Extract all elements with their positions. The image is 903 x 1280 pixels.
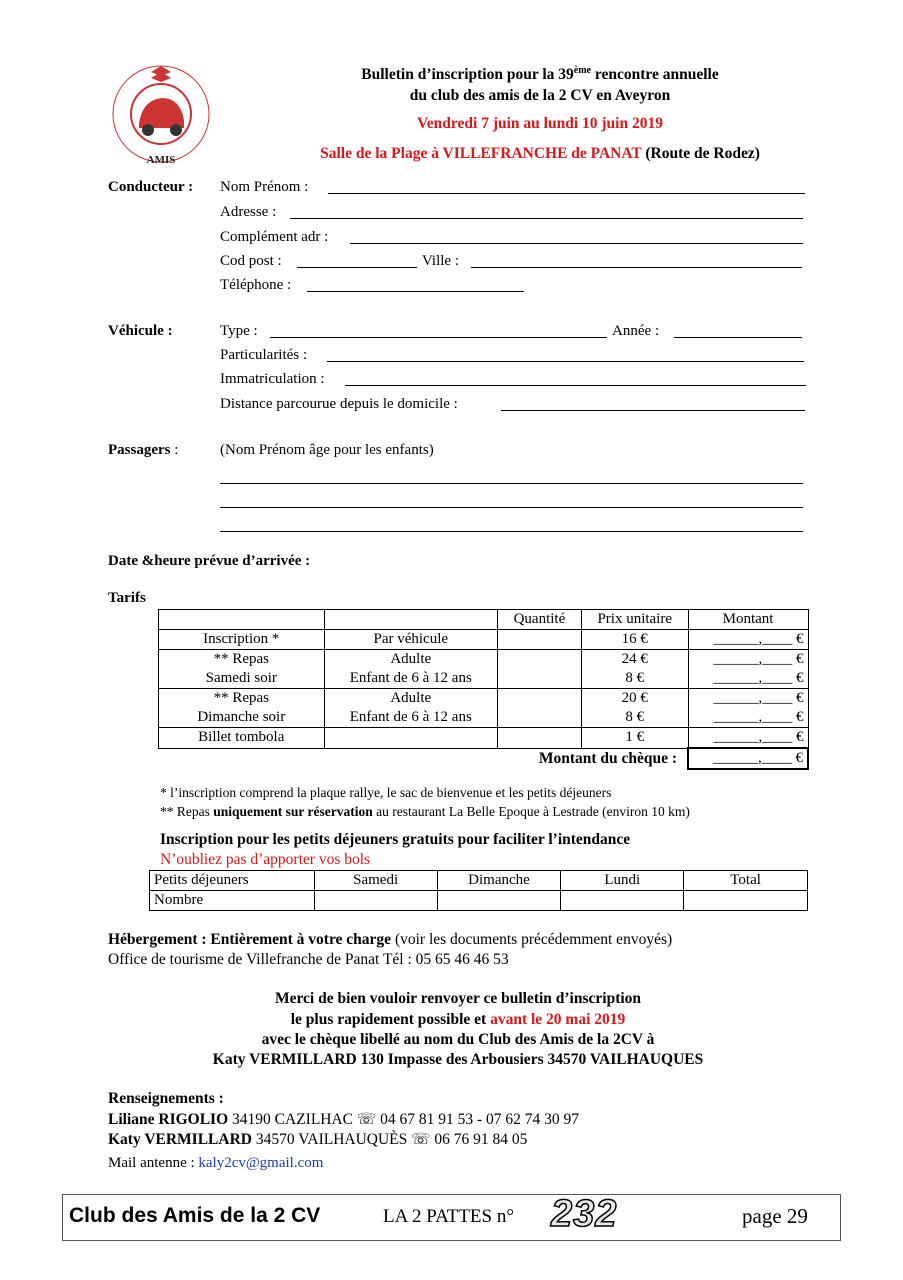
particularites-field[interactable] xyxy=(327,361,804,362)
ville-label: Ville : xyxy=(422,253,460,269)
header-quantite: Quantité xyxy=(497,610,581,630)
lundi-count[interactable] xyxy=(561,891,684,911)
vehicule-label: Véhicule : xyxy=(108,323,173,339)
footer-box xyxy=(62,1194,841,1241)
nom-prenom-label: Nom Prénom : xyxy=(220,179,309,195)
distance-field[interactable] xyxy=(501,410,805,411)
club-logo xyxy=(104,62,219,167)
tarifs-header-row xyxy=(159,610,809,630)
telephone-label: Téléphone : xyxy=(220,277,292,293)
immatriculation-label: Immatriculation : xyxy=(220,371,325,387)
type-label: Type : xyxy=(220,323,258,339)
cod-post-label: Cod post : xyxy=(220,253,282,269)
qty-cell[interactable] xyxy=(497,689,581,709)
montant-cell[interactable]: ______,____ € xyxy=(688,669,808,689)
montant-cell[interactable]: ______,____ € xyxy=(688,708,808,728)
table-row: Inscription * Par véhicule 16 € ______,____ € xyxy=(159,630,809,650)
qty-cell[interactable] xyxy=(497,728,581,749)
merci-line-2: le plus rapidement possible et avant le 20 mai 2019 xyxy=(290,1011,626,1028)
footer-club: Club des Amis de la 2 CV xyxy=(69,1204,321,1227)
cheque-label: Montant du chèque : xyxy=(538,750,678,768)
footer-page: page 29 xyxy=(742,1204,808,1228)
office-tourisme: Office de tourisme de Villefranche de Panat Tél : 05 65 46 46 53 xyxy=(108,951,509,968)
qty-cell[interactable] xyxy=(497,708,581,728)
annee-label: Année : xyxy=(612,323,660,339)
tarifs-note-1: * l’inscription comprend la plaque rallye, le sac de bienvenue et les petits déjeuners xyxy=(160,785,612,800)
adresse-field[interactable] xyxy=(290,218,803,219)
dimanche-count[interactable] xyxy=(437,891,561,911)
mail-link[interactable]: kaly2cv@gmail.com xyxy=(198,1155,324,1171)
distance-label: Distance parcourue depuis le domicile : xyxy=(220,396,458,412)
complement-field[interactable] xyxy=(350,243,803,244)
ville-field[interactable] xyxy=(471,267,802,268)
passager-line-3[interactable] xyxy=(220,531,803,532)
passagers-label: Passagers : xyxy=(108,442,179,458)
particularites-label: Particularités : xyxy=(220,347,308,363)
montant-cell[interactable]: ______,____ € xyxy=(688,650,808,670)
table-row: Billet tombola 1 € ______,____ € xyxy=(159,728,809,749)
montant-cell[interactable]: ______,____ € xyxy=(688,689,808,709)
cod-post-field[interactable] xyxy=(297,267,417,268)
table-row: Dimanche soir Enfant de 6 à 12 ans 8 € ______,____ € xyxy=(159,708,809,728)
event-venue: Salle de la Plage à VILLEFRANCHE de PANAT (Route de Rodez) xyxy=(320,145,760,162)
tarifs-label: Tarifs xyxy=(108,590,146,606)
adresse-label: Adresse : xyxy=(220,204,277,220)
cheque-total-cell[interactable]: ______,____ € xyxy=(688,748,808,769)
merci-line-4: Katy VERMILLARD 130 Impasse des Arbousiers 34570 VAILHAUQUES xyxy=(212,1051,704,1068)
title-line-2: du club des amis de la 2 CV en Aveyron xyxy=(409,87,671,104)
petits-dej-title: Inscription pour les petits déjeuners gratuits pour faciliter l’intendance xyxy=(160,831,631,848)
cheque-row xyxy=(159,748,809,769)
header-prix: Prix unitaire xyxy=(581,610,688,630)
table-row: ** Repas Adulte 24 € ______,____ € xyxy=(159,650,809,670)
montant-cell[interactable]: ______,____ € xyxy=(688,630,808,650)
immatriculation-field[interactable] xyxy=(345,385,806,386)
table-row: Samedi soir Enfant de 6 à 12 ans 8 € ______,____ € xyxy=(159,669,809,689)
petits-dej-reminder: N’oubliez pas d’apporter vos bols xyxy=(160,851,371,868)
footer-magazine: LA 2 PATTES n° xyxy=(383,1206,514,1227)
tarifs-table xyxy=(158,609,809,770)
total-count[interactable] xyxy=(684,891,808,911)
qty-cell[interactable] xyxy=(497,669,581,689)
petits-dej-header-row: Petits déjeuners Samedi Dimanche Lundi Total xyxy=(150,871,808,891)
table-row: ** Repas Adulte 20 € ______,____ € xyxy=(159,689,809,709)
complement-label: Complément adr : xyxy=(220,229,329,245)
svg-text:AMIS: AMIS xyxy=(146,154,176,166)
telephone-field[interactable] xyxy=(307,291,524,292)
type-field[interactable] xyxy=(270,337,607,338)
merci-line-1: Merci de bien vouloir renvoyer ce bulletin d’inscription xyxy=(274,990,642,1007)
montant-cell[interactable]: ______,____ € xyxy=(688,728,808,749)
annee-field[interactable] xyxy=(674,337,802,338)
event-dates: Vendredi 7 juin au lundi 10 juin 2019 xyxy=(417,115,663,132)
footer-issue: 232 xyxy=(551,1193,618,1235)
passager-line-2[interactable] xyxy=(220,507,803,508)
petits-dej-nombre-row: Nombre xyxy=(150,891,808,911)
mail-line: Mail antenne : kaly2cv@gmail.com xyxy=(108,1155,324,1171)
contact-2: Katy VERMILLARD 34570 VAILHAUQUÈS ☏ 06 76 91 84 05 xyxy=(108,1131,528,1148)
renseignements-title: Renseignements : xyxy=(108,1090,224,1107)
arrivee-label: Date &heure prévue d’arrivée : xyxy=(108,553,311,569)
passagers-hint: (Nom Prénom âge pour les enfants) xyxy=(220,442,434,458)
tarifs-note-2: ** Repas uniquement sur réservation au restaurant La Belle Epoque à Lestrade (environ 10 km) xyxy=(160,804,690,819)
qty-cell[interactable] xyxy=(497,650,581,670)
merci-line-3: avec le chèque libellé au nom du Club des Amis de la 2CV à xyxy=(261,1031,655,1048)
contact-1: Liliane RIGOLIO 34190 CAZILHAC ☏ 04 67 81 91 53 - 07 62 74 30 97 xyxy=(108,1111,580,1128)
petits-dej-table xyxy=(149,870,808,911)
qty-cell[interactable] xyxy=(497,630,581,650)
passager-line-1[interactable] xyxy=(220,483,803,484)
conducteur-label: Conducteur : xyxy=(108,179,194,195)
title-line-1: Bulletin d’inscription pour la 39ème rencontre annuelle xyxy=(361,65,719,84)
nom-prenom-field[interactable] xyxy=(328,193,805,194)
hebergement-line: Hébergement : Entièrement à votre charge (voir les documents précédemment envoyés) xyxy=(108,931,673,948)
samedi-count[interactable] xyxy=(314,891,437,911)
header-montant: Montant xyxy=(688,610,808,630)
